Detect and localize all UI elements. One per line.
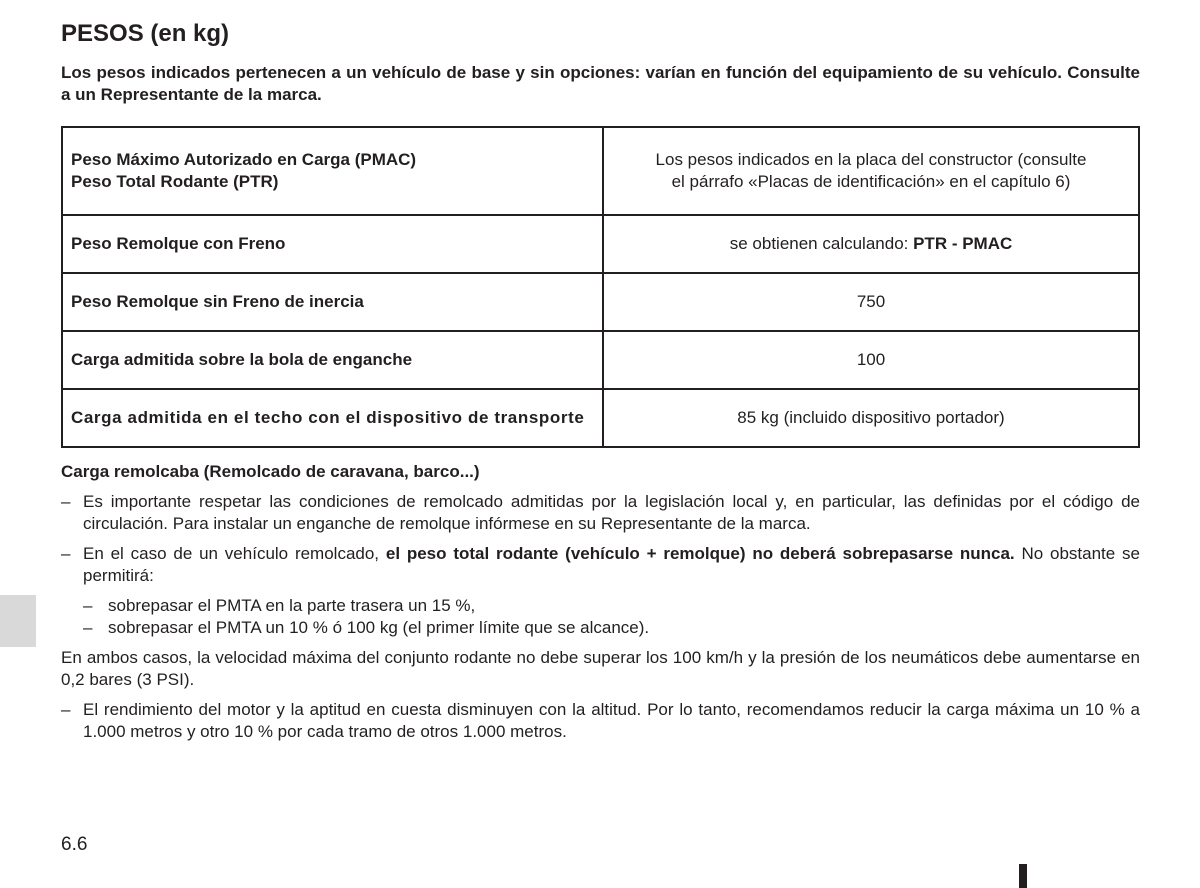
row-label-line: Peso Total Rodante (PTR) xyxy=(71,172,279,191)
sub-list-item xyxy=(61,617,1140,639)
list-item xyxy=(61,699,1140,743)
chapter-tab xyxy=(0,595,36,647)
row-value: 750 xyxy=(603,273,1139,331)
list-item-text: Es importante respetar las condiciones de remolcado admitidas por la legislación local y, en particular, las definidas por el código de circulación. Para instalar un enganche de remolque infórmese en su Representante de la marca. xyxy=(83,492,1140,533)
intro-text: Los pesos indicados pertenecen a un vehículo de base y sin opciones: varían en función del equipamiento de su vehículo. Consulte a un Representante de la marca. xyxy=(61,63,1140,104)
row-label-line: Peso Máximo Autorizado en Carga (PMAC) xyxy=(71,150,417,169)
table-row xyxy=(62,331,1139,389)
list-item-text: El rendimiento del motor y la aptitud en cuesta disminuyen con la altitud. Por lo tanto, recomendamos reducir la carga máxima un 10 % a 1.000 metros y otro 10 % por cada tramo de otros 1.000 metros. xyxy=(83,700,1140,741)
dash-bullet: – xyxy=(83,618,93,637)
sub-list xyxy=(61,595,1140,639)
dash-bullet: – xyxy=(83,596,93,615)
row-value-formula: PTR - PMAC xyxy=(913,234,1013,253)
list-item-text: En el caso de un vehículo remolcado, xyxy=(83,544,386,563)
row-value-line: Los pesos indicados en la placa del constructor (consulte xyxy=(655,150,1087,169)
dash-bullet: – xyxy=(61,700,71,719)
sub-list-item-text: sobrepasar el PMTA en la parte trasera un 15 %, xyxy=(108,596,476,615)
row-value: 85 kg (incluido dispositivo portador) xyxy=(603,389,1139,447)
page-title: PESOS (en kg) xyxy=(61,20,230,47)
page-number: 6.6 xyxy=(61,834,88,855)
row-label: Carga admitida en el techo con el dispositivo de transporte xyxy=(62,389,603,447)
section-heading: Carga remolcaba (Remolcado de caravana, barco...) xyxy=(61,462,480,481)
sub-list-item xyxy=(61,595,1140,617)
list-item-text: No obstante se permitirá: xyxy=(83,544,1140,585)
crop-mark xyxy=(1019,864,1027,888)
row-value: 100 xyxy=(603,331,1139,389)
row-value xyxy=(603,215,1139,273)
row-label: Carga admitida sobre la bola de enganche xyxy=(62,331,603,389)
row-value-line: el párrafo «Placas de identificación» en el capítulo 6) xyxy=(671,172,1071,191)
row-value-text: se obtienen calculando: xyxy=(729,234,914,253)
row-label xyxy=(62,127,603,215)
list-item-emphasis: el peso total rodante (vehículo + remolque) no deberá sobrepasarse nunca. xyxy=(385,544,1015,563)
dash-bullet: – xyxy=(61,544,71,563)
table-row xyxy=(62,389,1139,447)
row-label: Peso Remolque sin Freno de inercia xyxy=(62,273,603,331)
towing-section xyxy=(61,461,1140,751)
paragraph: En ambos casos, la velocidad máxima del conjunto rodante no debe superar los 100 km/h y la presión de los neumáticos debe aumentarse en 0,2 bares (3 PSI). xyxy=(61,648,1140,689)
list-item xyxy=(61,491,1140,535)
list-item xyxy=(61,543,1140,587)
dash-bullet: – xyxy=(61,492,71,511)
row-label: Peso Remolque con Freno xyxy=(62,215,603,273)
table-row xyxy=(62,273,1139,331)
table-row xyxy=(62,127,1139,215)
sub-list-item-text: sobrepasar el PMTA un 10 % ó 100 kg (el primer límite que se alcance). xyxy=(108,618,650,637)
weights-table xyxy=(61,126,1140,448)
table-row xyxy=(62,215,1139,273)
row-value xyxy=(603,127,1139,215)
